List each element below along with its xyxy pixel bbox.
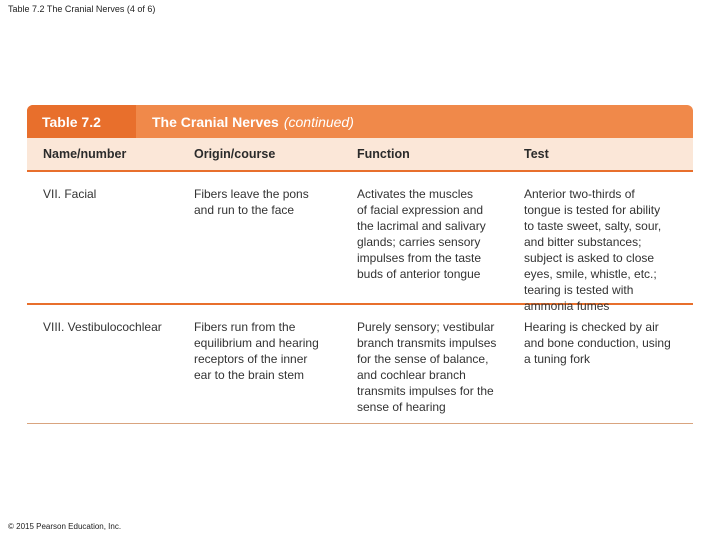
table-caption-suffix: (continued)	[283, 113, 354, 130]
table-caption-title: The Cranial Nerves	[152, 113, 279, 130]
copyright-notice: © 2015 Pearson Education, Inc.	[8, 522, 122, 531]
table-number-tag: Table 7.2	[27, 105, 136, 138]
column-header-origin: Origin/course	[194, 147, 276, 161]
cell-test: Anterior two-thirds of tongue is tested for ability to taste sweet, salty, sour, and bitter substances; subject is asked to close eyes, smile, whistle, etc.; tearing is tested with ammonia fumes	[524, 187, 662, 313]
column-header-name: Name/number	[43, 147, 127, 161]
slide-title: Table 7.2 The Cranial Nerves (4 of 6)	[8, 4, 156, 14]
cell-function: Purely sensory; vestibular branch transmits impulses for the sense of balance, and cochlear branch transmits impulses for the sense of hearing	[357, 320, 497, 414]
table-caption	[136, 105, 354, 138]
column-header-row	[27, 138, 693, 172]
cell-function: Activates the muscles of facial expression and the lacrimal and salivary glands; carries sensory impulses from the taste buds of anterior tongue	[357, 187, 486, 281]
cell-origin: Fibers leave the pons and run to the face	[194, 187, 309, 217]
cell-name: VIII. Vestibulocochlear	[43, 320, 162, 334]
cell-origin: Fibers run from the equilibrium and hearing receptors of the inner ear to the brain stem	[194, 320, 319, 382]
cell-test: Hearing is checked by air and bone conduction, using a tuning fork	[524, 320, 671, 366]
table-row-vestibulocochlear	[27, 305, 693, 424]
cranial-nerves-table	[27, 105, 693, 424]
cell-name: VII. Facial	[43, 187, 97, 201]
table-header-bar	[27, 105, 693, 138]
column-header-test: Test	[524, 147, 549, 161]
table-row-facial	[27, 172, 693, 313]
column-header-function: Function	[357, 147, 410, 161]
